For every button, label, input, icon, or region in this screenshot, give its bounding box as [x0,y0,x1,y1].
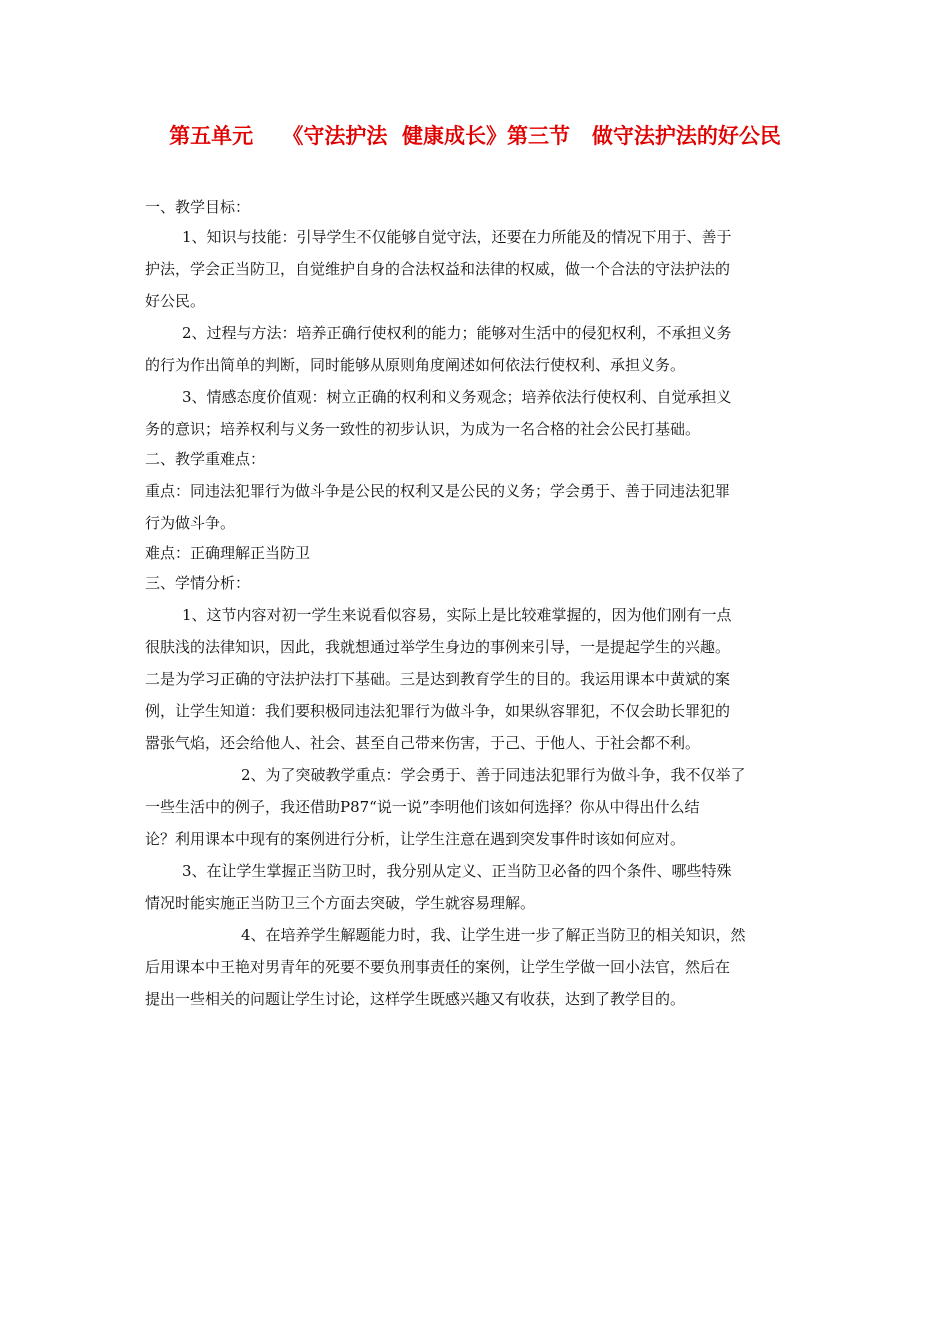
paragraph-line: 难点：正确理解正当防卫 [145,544,311,562]
paragraph-line: 后用课本中王艳对男青年的死要不要负刑事责任的案例，让学生学做一回小法官，然后在 [145,958,731,976]
paragraph-line: 2、过程与方法：培养正确行使权利的能力；能够对生活中的侵犯权利，不承担义务 [182,324,732,342]
paragraph-line: 3、情感态度价值观：树立正确的权利和义务观念；培养依法行使权利、自觉承担义 [182,388,732,406]
document-body [145,196,805,1020]
paragraph-line: 重点：同违法犯罪行为做斗争是公民的权利又是公民的义务；学会勇于、善于同违法犯罪 [145,482,731,500]
paragraph-line: 3、在让学生掌握正当防卫时，我分别从定义、正当防卫必备的四个条件、哪些特殊 [182,862,732,880]
section-heading-key-points: 二、教学重难点： [145,450,266,468]
paragraph-line: 好公民。 [145,292,206,310]
paragraph-line: 务的意识；培养权利与义务一致性的初步认识，为成为一名合格的社会公民打基础。 [145,420,701,438]
paragraph-line: 的行为作出简单的判断，同时能够从原则角度阐述如何依法行使权利、承担义务。 [145,356,686,374]
paragraph-line: 提出一些相关的问题让学生讨论，这样学生既感兴趣又有收获，达到了教学目的。 [145,990,686,1008]
paragraph-line: 1、知识与技能：引导学生不仅能够自觉守法，还要在力所能及的情况下用于、善于 [182,228,732,246]
paragraph-line: 护法，学会正当防卫，自觉维护自身的合法权益和法律的权威，做一个合法的守法护法的 [145,260,731,278]
paragraph-line: 行为做斗争。 [145,514,236,532]
paragraph-line: 2、为了突破教学重点：学会勇于、善于同违法犯罪行为做斗争，我不仅举了 [241,766,746,784]
paragraph-line: 4、在培养学生解题能力时，我、让学生进一步了解正当防卫的相关知识，然 [241,926,746,944]
paragraph-line: 1、这节内容对初一学生来说看似容易，实际上是比较难掌握的，因为他们刚有一点 [182,606,732,624]
paragraph-line: 一些生活中的例子，我还借助P87“说一说”李明他们该如何选择？你从中得出什么结 [145,798,700,816]
paragraph-line: 很肤浅的法律知识，因此，我就想通过举学生身边的事例来引导，一是提起学生的兴趣。 [145,638,731,656]
paragraph-line: 二是为学习正确的守法护法打下基础。三是达到教育学生的目的。我运用课本中黄斌的案 [145,670,731,688]
paragraph-line: 情况时能实施正当防卫三个方面去突破，学生就容易理解。 [145,894,536,912]
section-heading-analysis: 三、学情分析： [145,574,251,592]
paragraph-line: 嚣张气焰，还会给他人、社会、甚至自己带来伤害，于己、于他人、于社会都不利。 [145,734,701,752]
paragraph-line: 例，让学生知道：我们要积极同违法犯罪行为做斗争，如果纵容罪犯，不仅会助长罪犯的 [145,702,731,720]
section-heading-objectives: 一、教学目标： [145,198,251,216]
paragraph-line: 论？利用课本中现有的案例进行分析，让学生注意在遇到突发事件时该如何应对。 [145,830,686,848]
document-title: 第五单元 《守法护法 健康成长》第三节 做守法护法的好公民 [169,124,781,148]
